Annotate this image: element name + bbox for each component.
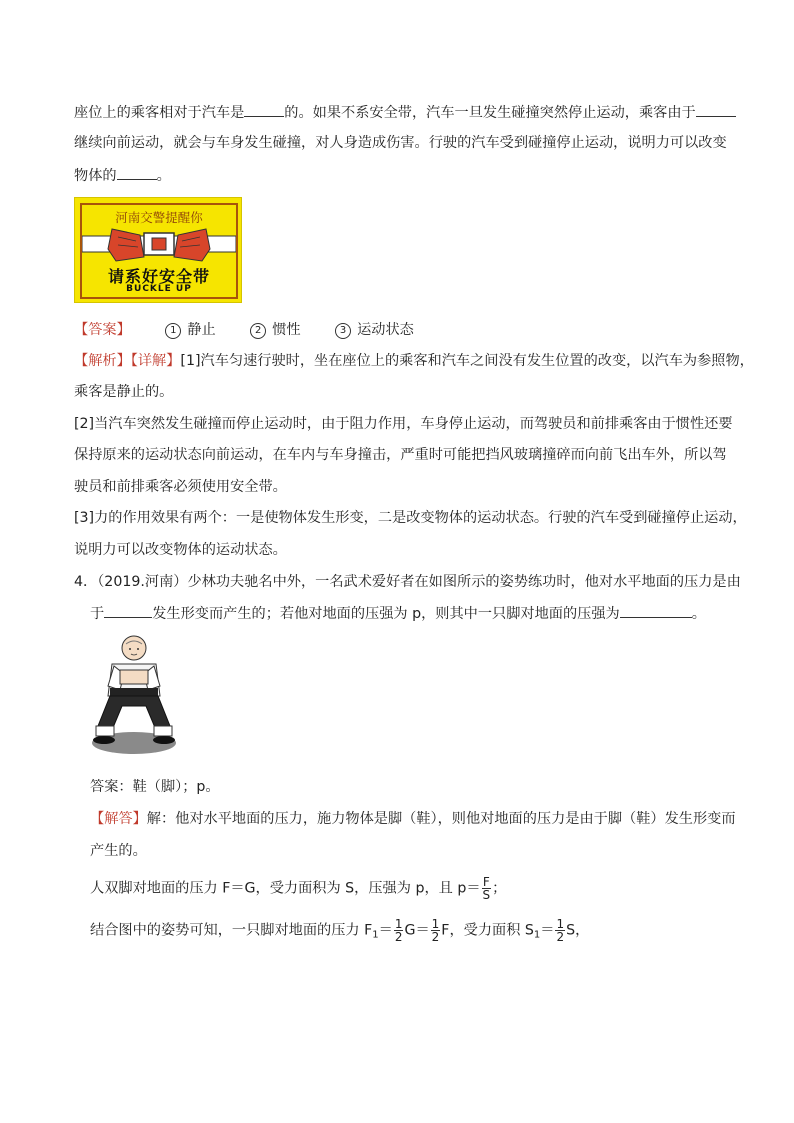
answer-item-2: 2 惯性 xyxy=(250,322,300,338)
answer-blank xyxy=(696,101,736,117)
q3-answer xyxy=(74,320,414,340)
q3-analysis-line-4: 保持原来的运动状态向前运动，在车内与车身撞击，严重时可能把挡风玻璃撞碎而向前飞出车外，所以驾 xyxy=(74,447,727,463)
q3-analysis-line-7: 说明力可以改变物体的运动状态。 xyxy=(74,542,287,558)
q4-solution-line-2: 产生的。 xyxy=(90,843,147,859)
sign-frame xyxy=(80,203,238,299)
answer-item-1: 1 静止 xyxy=(165,322,215,338)
half-fraction: $\frac{1}{2}$ xyxy=(556,917,565,944)
sign-sub-text: BUCKLE UP xyxy=(126,284,192,294)
answer-blank xyxy=(117,164,157,180)
seatbelt-buckle-icon xyxy=(82,225,236,265)
buckle-up-sign-image xyxy=(74,197,242,303)
q4-text-line-1: 4．（2019.河南）少林功夫驰名中外，一名武术爱好者在如图所示的姿势练功时，他对水平地面的压力是由 xyxy=(74,574,741,590)
q4-solution-line-4: 结合图中的姿势可知，一只脚对地面的压力 $F_1=$ $\frac{1}{2}$ G＝ $\frac{1}{2}$ F，受力面积 $S_1=$ $\frac{1}{2}$ S， xyxy=(90,917,590,944)
q3-text-line-2: 继续向前运动，就会与车身发生碰撞，对人身造成伤害。行驶的汽车受到碰撞停止运动，说明力可以改变 xyxy=(74,135,727,151)
answer-blank xyxy=(244,101,284,117)
half-fraction: $\frac{1}{2}$ xyxy=(431,917,440,944)
sign-title: 河南交警提醒你 xyxy=(115,210,203,225)
q3-analysis-line-6: [3]力的作用效果有两个：一是使物体发生形变，二是改变物体的运动状态。行驶的汽车受到碰撞停止运动， xyxy=(74,510,747,526)
half-fraction: $\frac{1}{2}$ xyxy=(394,917,403,944)
answer-blank xyxy=(620,602,692,618)
q4-text-line-2: 于 发生形变而产生的；若他对地面的压强为 p，则其中一只脚对地面的压强为 。 xyxy=(90,602,706,624)
answer-item-3: 3 运动状态 xyxy=(335,322,414,338)
martial-artist-figure-image xyxy=(90,630,178,760)
analysis-label: 【解析】【详解】 xyxy=(74,353,181,369)
q3-analysis-line-2: 乘客是静止的。 xyxy=(74,384,174,400)
pressure-fraction: $\frac{F}{S}$ xyxy=(482,875,491,902)
q3-analysis-line-1: 【解析】【详解】[1]汽车匀速行驶时，坐在座位上的乘客和汽车之间没有发生位置的改变，以汽车为参照物， xyxy=(74,353,754,369)
answer-label: 【答案】 xyxy=(74,322,131,338)
solution-label: 【解答】 xyxy=(90,811,147,827)
q3-analysis-line-3: [2]当汽车突然发生碰撞而停止运动时，由于阻力作用，车身停止运动，而驾驶员和前排乘客由于惯性还要 xyxy=(74,416,733,432)
q4-solution-line-3: 人双脚对地面的压力 F＝G，受力面积为 S，压强为 p，且 p＝ $\frac{F}{S}$ ； xyxy=(90,875,507,902)
q4-solution-line-1: 【解答】解：他对水平地面的压力，施力物体是脚（鞋），则他对地面的压力是由于脚（鞋）发生形变而 xyxy=(90,811,736,827)
q3-text-line-3: 物体的 。 xyxy=(74,164,171,186)
answer-blank xyxy=(104,602,152,618)
sign-main-text: 请系好安全带 xyxy=(107,267,210,286)
q4-answer: 答案：鞋（脚）；p。 xyxy=(90,779,220,795)
q3-analysis-line-5: 驶员和前排乘客必须使用安全带。 xyxy=(74,479,287,495)
q3-text-line-1: 座位上的乘客相对于汽车是 的。如果不系安全带，汽车一旦发生碰撞突然停止运动，乘客由于 xyxy=(74,101,736,123)
